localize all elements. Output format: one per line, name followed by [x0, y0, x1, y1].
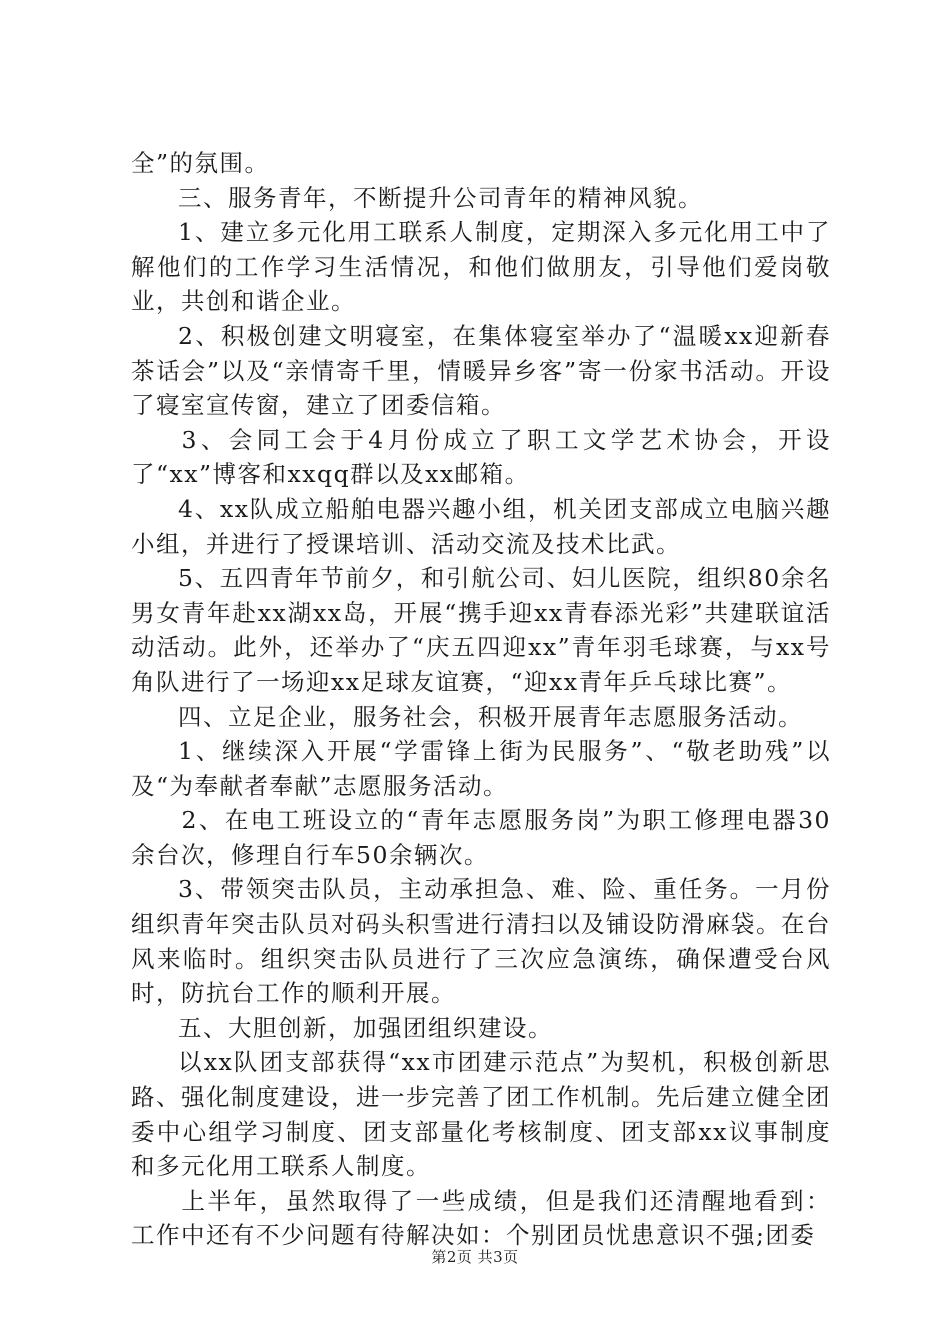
section-heading: 四、立足企业，服务社会，积极开展青年志愿服务活动。	[178, 702, 803, 731]
paragraph: 5、五四青年节前夕，和引航公司、妇儿医院，组织80余名男女青年赴xx湖xx岛，开展“携手迎xx青春添光彩”共建联谊活动活动。此外，还举办了“庆五四迎xx”青年羽毛球赛，与xx号角队进行了一场迎xx足球友谊赛，“迎xx青年乒乓球比赛”。	[131, 564, 831, 696]
document-body	[131, 146, 831, 1253]
paragraph: 3、带领突击队员，主动承担急、难、险、重任务。一月份组织青年突击队员对码头积雪进行清扫以及铺设防滑麻袋。在台风来临时。组织突击队员进行了三次应急演练，确保遭受台风时，防抗台工作的顺利开展。	[131, 875, 831, 1008]
paragraph: 4、xx队成立船舶电器兴趣小组，机关团支部成立电脑兴趣小组，并进行了授课培训、活动交流及技术比武。	[131, 494, 831, 558]
paragraph: 1、建立多元化用工联系人制度，定期深入多元化用工中了解他们的工作学习生活情况，和他们做朋友，引导他们爱岗敬业，共创和谐企业。	[131, 218, 831, 316]
paragraph: 2、在电工班设立的“青年志愿服务岗”为职工修理电器30余台次，修理自行车50余辆次。	[131, 806, 831, 869]
paragraph: 2、积极创建文明寝室，在集体寝室举办了“温暖xx迎新春茶话会”以及“亲情寄千里，情暖异乡客”寄一份家书活动。开设了寝室宣传窗，建立了团委信箱。	[131, 321, 831, 420]
paragraph: 上半年，虽然取得了一些成绩，但是我们还清醒地看到：工作中还有不少问题有待解决如：个别团员忧患意识不强;团委	[131, 1186, 831, 1250]
paragraph: 3、会同工会于4月份成立了职工文学艺术协会，开设了“xx”博客和xxqq群以及xx邮箱。	[131, 425, 831, 489]
paragraph: 以xx队团支部获得“xx市团建示范点”为契机，积极创新思路、强化制度建设，进一步完善了团工作机制。先后建立健全团委中心组学习制度、团支部量化考核制度、团支部xx议事制度和多元化用工联系人制度。	[131, 1048, 831, 1181]
paragraph: 全”的氛围。	[131, 149, 270, 177]
section-heading: 五、大胆创新，加强团组织建设。	[178, 1013, 553, 1042]
page-footer: 第2页 共3页	[431, 1248, 519, 1266]
section-heading: 三、服务青年，不断提升公司青年的精神风貌。	[178, 183, 703, 212]
paragraph: 1、继续深入开展“学雷锋上街为民服务”、“敬老助残”以及“为奉献者奉献”志愿服务活动。	[131, 737, 831, 800]
